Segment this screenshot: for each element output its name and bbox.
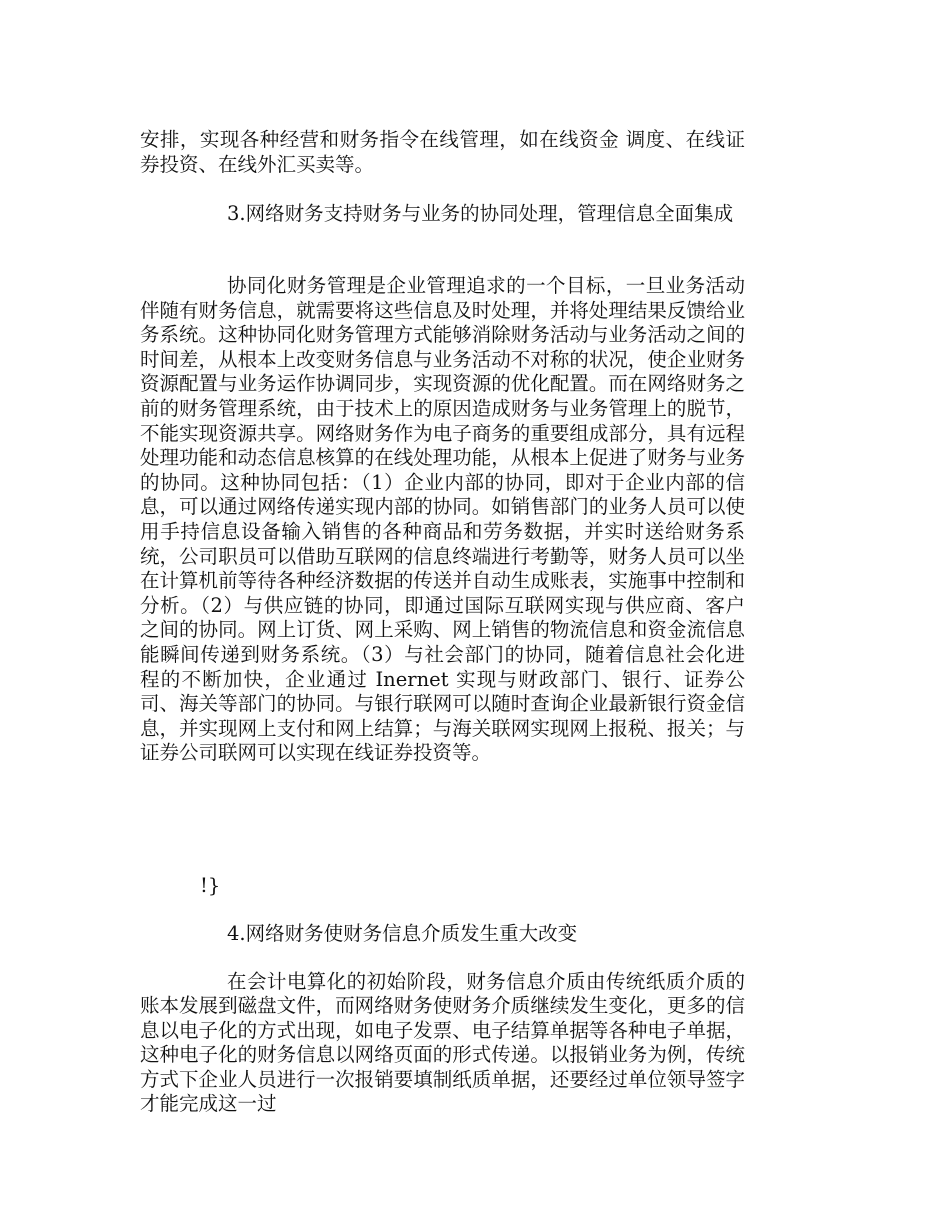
paragraph-continuation: 安排，实现各种经营和财务指令在线管理，如在线资金 调度、在线证券投资、在线外汇买卖等。 [140,128,745,176]
stray-mark: !} [200,874,221,897]
paragraph-body-2: 在会计电算化的初始阶段，财务信息介质由传统纸质介质的账本发展到磁盘文件，而网络财务使财务介质继续发生变化，更多的信息以电子化的方式出现，如电子发票、电子结算单据等各种电子单据，这种电子化的财务信息以网络页面的形式传递。以报销业务为例，传统方式下企业人员进行一次报销要填制纸质单据，还要经过单位领导签字才能完成这一过 [140,970,745,1116]
paragraph-body: 协同化财务管理是企业管理追求的一个目标，一旦业务活动伴随有财务信息，就需要将这些信息及时处理，并将处理结果反馈给业务系统。这种协同化财务管理方式能够消除财务活动与业务活动之间的时间差，从根本上改变财务信息与业务活动不对称的状况，使企业财务资源配置与业务运作协调同步，实现资源的优化配置。而在网络财务之前的财务管理系统，由于技术上的原因造成财务与业务管理上的脱节，不能实现资源共享。网络财务作为电子商务的重要组成部分，具有远程处理功能和动态信息核算的在线处理功能，从根本上促进了财务与业务的协同。这种协同包括：（1）企业内部的协同，即对于企业内部的信息，可以通过网络传递实现内部的协同。如销售部门的业务人员可以使用手持信息设备输入销售的各种商品和劳务数据，并实时送给财务系统，公司职员可以借助互联网的信息终端进行考勤等，财务人员可以坐在计算机前等待各种经济数据的传送并自动生成账表，实施事中控制和分析。（2）与供应链的协同，即通过国际互联网实现与供应商、客户之间的协同。网上订货、网上采购、网上销售的物流信息和资金流信息能瞬间传递到财务系统。（3）与社会部门的协同，随着信息社会化进程的不断加快，企业通过 Inernet 实现与财政部门、银行、证券公司、海关等部门的协同。与银行联网可以随时查询企业最新银行资金信息，并实现网上支付和网上结算；与海关联网实现网上报税、报关；与证券公司联网可以实现在线证券投资等。 [140,274,745,765]
section-heading-3: 3.网络财务支持财务与业务的协同处理，管理信息全面集成 [227,202,734,225]
section-heading-4: 4.网络财务使财务信息介质发生重大改变 [227,922,578,945]
